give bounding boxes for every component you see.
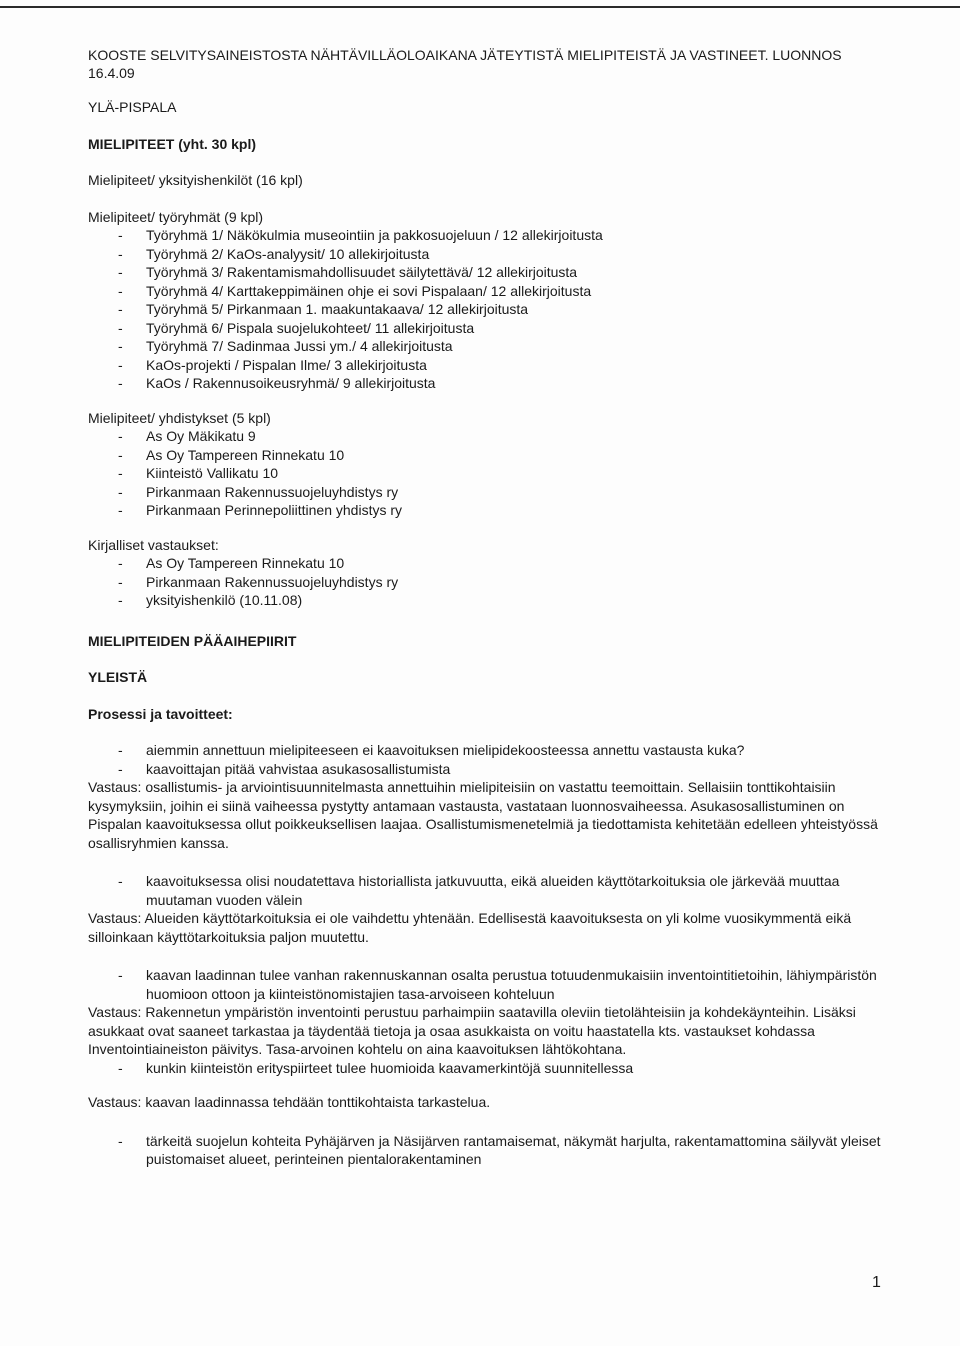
main-points-heading: MIELIPITEIDEN PÄÄAIHEPIIRIT [88,632,297,649]
list-item: - Kiinteistö Vallikatu 10 [88,464,888,483]
answer-paragraph: Vastaus: Alueiden käyttötarkoituksia ei ole vaihdettu yhtenään. Edellisestä kaavoituksesta on yli kolme vuosikymmentä eikä silloinkaan käyttötarkoituksia paljon muutettu. [88,910,852,945]
item-list [88,1059,888,1078]
list-item: - As Oy Tampereen Rinnekatu 10 [88,554,888,573]
list-item: - Työryhmä 5/ Pirkanmaan 1. maakuntakaava/ 12 allekirjoitusta [88,300,888,319]
groups-list [88,226,888,393]
answer-paragraph: Vastaus: osallistumis- ja arviointisuunnitelmasta annettuihin mielipiteisiin on vastattu teemoittain. Sellaisiin tonttikohtaisiin kysymyksiin, joihin ei siinä vaiheessa pystytty antamaan vastausta, vastataan luonnosvaiheessa. Asukasosallistuminen on Pispalan kaavoituksessa ollut poikkeuksellisen laajaa. Osallistumismenetelmiä ja tiedottamista kehitetään edelleen yhteistyössä osallisryhmien kanssa. [88,779,878,851]
list-item: - Työryhmä 6/ Pispala suojelukohteet/ 11 allekirjoitusta [88,319,888,338]
list-item: - kunkin kiinteistön erityspiirteet tulee huomioida kaavamerkintöjä suunnitellessa [88,1059,888,1078]
item-list [88,872,888,909]
list-item: - Työryhmä 7/ Sadinmaa Jussi ym./ 4 allekirjoitusta [88,337,888,356]
list-item: - aiemmin annettuun mielipiteeseen ei kaavoituksen mielipidekoosteessa annettu vastausta kuka? [88,741,888,760]
list-item: - Työryhmä 4/ Karttakeppimäinen ohje ei sovi Pispalaan/ 12 allekirjoitusta [88,282,888,301]
associations-list [88,427,888,520]
groups-heading: Mielipiteet/ työryhmät (9 kpl) [88,208,264,225]
list-item: - KaOs-projekti / Pispalan Ilme/ 3 allekirjoitusta [88,356,888,375]
general-heading: YLEISTÄ [88,669,148,685]
list-item: - kaavoituksessa olisi noudatettava historiallista jatkuvuutta, eikä alueiden käyttötarkoituksia ole järkevää muuttaa muutaman vuoden välein [88,872,888,909]
list-item: - Työryhmä 2/ KaOs-analyysit/ 10 allekirjoitusta [88,245,888,264]
process-heading: Prosessi ja tavoitteet: [88,705,233,722]
list-item: - yksityishenkilö (10.11.08) [88,591,888,610]
written-heading: Kirjalliset vastaukset: [88,536,219,553]
item-list [88,966,888,1003]
associations-heading: Mielipiteet/ yhdistykset (5 kpl) [88,409,271,426]
list-item: - Pirkanmaan Rakennussuojeluyhdistys ry [88,483,888,502]
written-list [88,554,888,610]
list-item: - Työryhmä 1/ Näkökulmia museointiin ja pakkosuojeluun / 12 allekirjoitusta [88,226,888,245]
individuals-line: Mielipiteet/ yksityishenkilöt (16 kpl) [88,172,303,188]
process-list [88,741,888,778]
list-item: - tärkeitä suojelun kohteita Pyhäjärven ja Näsijärven rantamaisemat, näkymät harjulta, rakentamattomina säilyvät yleiset puistomaiset alueet, perinteinen pientalorakentaminen [88,1132,888,1169]
list-item: - kaavan laadinnan tulee vanhan rakennuskannan osalta perustua totuudenmukaisiin inventointitietoihin, lähiympäristön huomioon ottoon ja kiinteistönomistajien tasa-arvoiseen kohteluun [88,966,888,1003]
document-body [88,46,888,1169]
list-item: - kaavoittajan pitää vahvistaa asukasosallistumista [88,760,888,779]
opinions-heading: MIELIPITEET (yht. 30 kpl) [88,135,257,152]
top-border-line [0,6,960,8]
list-item: - As Oy Mäkikatu 9 [88,427,888,446]
area-heading: YLÄ-PISPALA [88,99,177,115]
list-item: - As Oy Tampereen Rinnekatu 10 [88,446,888,465]
answer-paragraph: Vastaus: Rakennetun ympäristön inventointi perustuu parhaimpiin saatavilla oleviin tietolähteisiin ja kohdekäynteihin. Lisäksi asukkaat ovat saaneet tarkastaa ja täydentää tietoja ja osaa asukkaista on voitu haastatella kts. vastaukset kohdassa Inventointiaineiston päivitys. Tasa-arvoinen kohtelu on aina kaavoituksen lähtökohtana. [88,1004,856,1057]
list-item: - KaOs / Rakennusoikeusryhmä/ 9 allekirjoitusta [88,374,888,393]
page-number: 1 [872,1274,881,1291]
answer-paragraph: Vastaus: kaavan laadinnassa tehdään tonttikohtaista tarkastelua. [88,1094,491,1110]
list-item: - Työryhmä 3/ Rakentamismahdollisuudet säilytettävä/ 12 allekirjoitusta [88,263,888,282]
list-item: - Pirkanmaan Perinnepoliittinen yhdistys ry [88,501,888,520]
item-list [88,1132,888,1169]
document-title: KOOSTE SELVITYSAINEISTOSTA NÄHTÄVILLÄOLOAIKANA JÄTEYTISTÄ MIELIPITEISTÄ JA VASTINEET. LUONNOS 16.4.09 [88,47,842,81]
list-item: - Pirkanmaan Rakennussuojeluyhdistys ry [88,573,888,592]
